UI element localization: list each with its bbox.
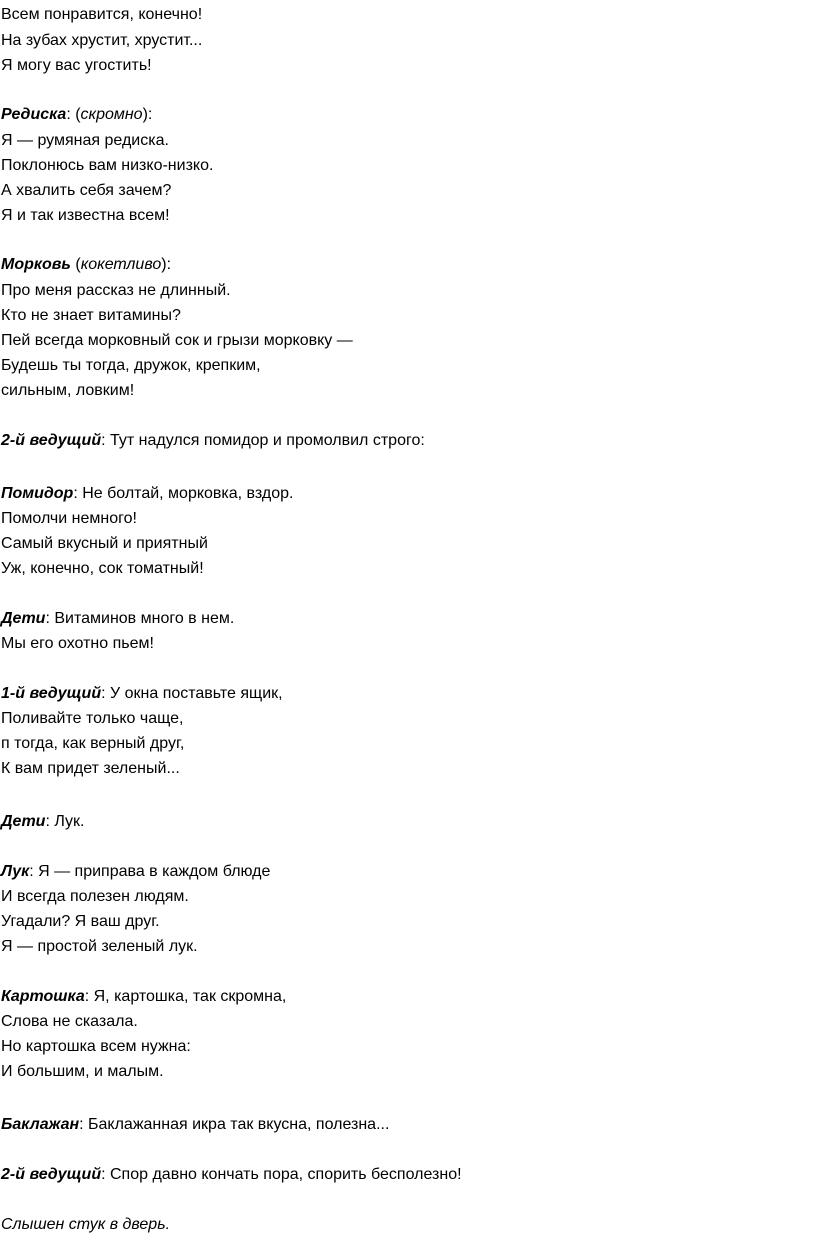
speaker-line-host1	[1, 681, 283, 707]
speaker-line-eggplant	[1, 1112, 389, 1138]
speaker-name: 2-й ведущий	[1, 1166, 102, 1183]
speaker-name: Баклажан	[1, 1116, 80, 1133]
speaker-line-host2	[1, 428, 425, 454]
text-line: Слова не сказала.	[1, 1013, 138, 1030]
speaker-line-host2	[1, 1162, 462, 1188]
speech-text: : Не болтай, морковка, вздор.	[73, 485, 294, 502]
speaker-line-tomato	[1, 481, 293, 507]
speech-text: : Лук.	[45, 813, 85, 830]
text-line: На зубах хрустит, хрустит...	[1, 32, 203, 49]
speaker-line-potato	[1, 984, 286, 1010]
speaker-name: Дети	[1, 610, 46, 627]
speech-text: : Тут надулся помидор и промолвил строго:	[101, 432, 425, 449]
speech-text: : Спор давно кончать пора, спорить бесполезно!	[101, 1166, 462, 1183]
text-line: К вам придет зеленый...	[1, 760, 180, 777]
speaker-name: Морковь	[1, 256, 71, 273]
punctuation: ):	[142, 106, 153, 123]
speaker-name: Редиска	[1, 106, 67, 123]
speech-text: : Я, картошка, так скромна,	[84, 988, 287, 1005]
text-line: Я и так известна всем!	[1, 207, 170, 224]
speech-text: : Баклажанная икра так вкусна, полезна...	[79, 1116, 390, 1133]
speaker-name: Картошка	[1, 988, 85, 1005]
speaker-name: Лук	[1, 863, 30, 880]
text-line: п тогда, как верный друг,	[1, 735, 185, 752]
text-line: Пей всегда морковный сок и грызи морковку —	[1, 332, 353, 349]
text-line: Я — румяная редиска.	[1, 132, 169, 149]
text-line: А хвалить себя зачем?	[1, 182, 172, 199]
text-line: И всегда полезен людям.	[1, 888, 189, 905]
text-line: Самый вкусный и приятный	[1, 535, 208, 552]
text-line: Поклонюсь вам низко-низко.	[1, 157, 214, 174]
punctuation: ):	[161, 256, 172, 273]
text-line: Поливайте только чаще,	[1, 710, 184, 727]
punctuation: : (	[66, 106, 81, 123]
speaker-name: 2-й ведущий	[1, 432, 102, 449]
text-line: Мы его охотно пьем!	[1, 635, 154, 652]
punctuation: (	[70, 256, 81, 273]
speech-text: : Витаминов много в нем.	[45, 610, 235, 627]
text-line: Я — простой зеленый лук.	[1, 938, 198, 955]
speaker-line-children	[1, 606, 234, 632]
speaker-line-carrot	[1, 252, 171, 278]
text-line: Угадали? Я ваш друг.	[1, 913, 160, 930]
stage-direction: скромно	[80, 106, 143, 123]
text-line: Всем понравится, конечно!	[1, 6, 203, 23]
speaker-name: Помидор	[1, 485, 74, 502]
speaker-name: 1-й ведущий	[1, 685, 102, 702]
text-line: Про меня рассказ не длинный.	[1, 282, 231, 299]
speech-text: : У окна поставьте ящик,	[101, 685, 283, 702]
text-line: Помолчи немного!	[1, 510, 137, 527]
speaker-line-radish	[1, 102, 152, 128]
speech-text: : Я — приправа в каждом блюде	[29, 863, 271, 880]
stage-direction: кокетливо	[80, 256, 162, 273]
text-line: Будешь ты тогда, дружок, крепким,	[1, 357, 261, 374]
text-line: И большим, и малым.	[1, 1063, 164, 1080]
text-line: Но картошка всем нужна:	[1, 1038, 191, 1055]
speaker-name: Дети	[1, 813, 46, 830]
speaker-line-onion	[1, 859, 270, 885]
stage-direction-line: Слышен стук в дверь.	[1, 1216, 171, 1233]
text-line: Кто не знает витамины?	[1, 307, 181, 324]
speaker-line-children	[1, 809, 84, 835]
text-line: Я могу вас угостить!	[1, 57, 152, 74]
text-line: сильным, ловким!	[1, 382, 135, 399]
text-line: Уж, конечно, сок томатный!	[1, 560, 204, 577]
